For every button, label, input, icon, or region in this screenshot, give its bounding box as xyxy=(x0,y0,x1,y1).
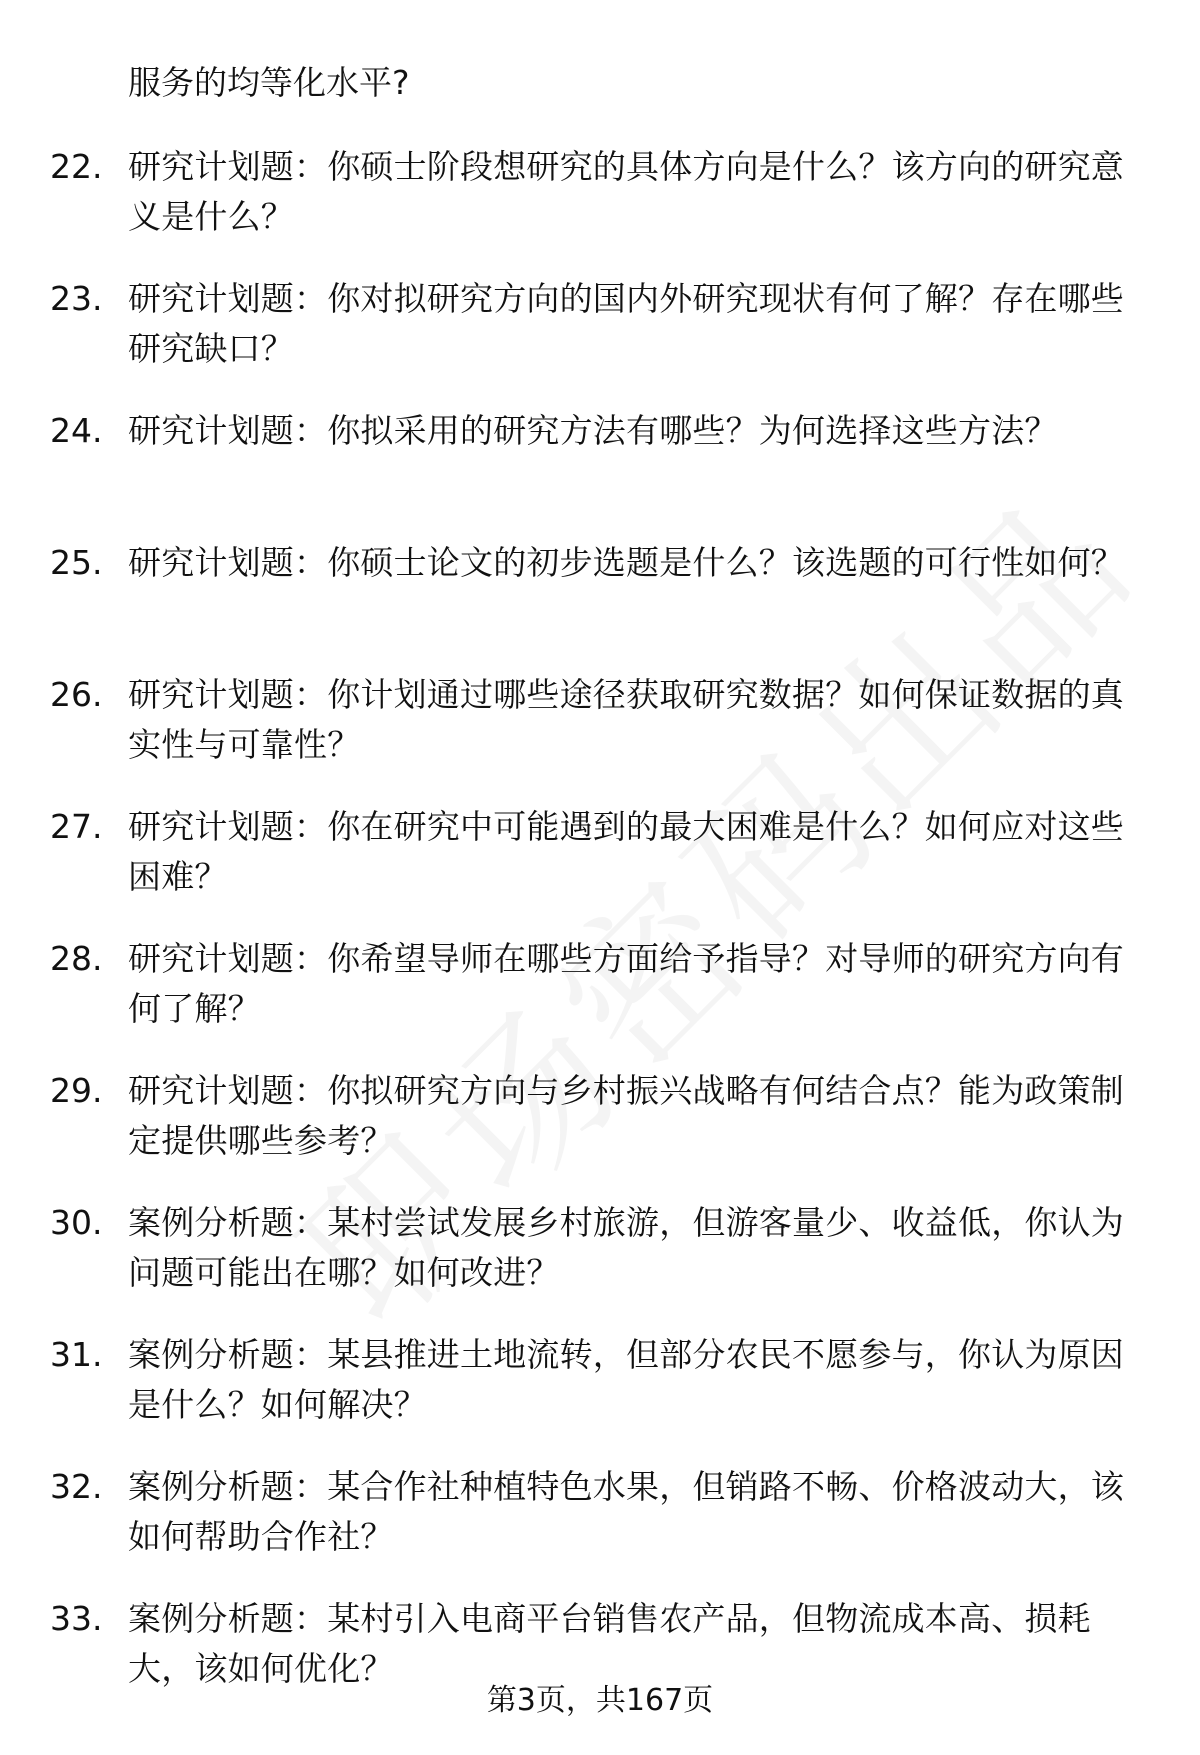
question-number: 27. xyxy=(50,807,103,846)
question-text: 研究计划题：你硕士阶段想研究的具体方向是什么？该方向的研究意义是什么？ xyxy=(128,147,1124,236)
question-number: 25. xyxy=(50,543,103,582)
question-item-24 xyxy=(0,406,1200,538)
question-number: 31. xyxy=(50,1335,103,1374)
question-item-27 xyxy=(0,802,1200,934)
question-number: 22. xyxy=(50,147,103,186)
question-text: 研究计划题：你计划通过哪些途径获取研究数据？如何保证数据的真实性与可靠性？ xyxy=(128,675,1124,764)
question-item-31 xyxy=(0,1330,1200,1462)
question-item-30 xyxy=(0,1198,1200,1330)
question-item-25 xyxy=(0,538,1200,670)
question-item-26 xyxy=(0,670,1200,802)
question-text: 案例分析题：某村引入电商平台销售农产品，但物流成本高、损耗大，该如何优化？ xyxy=(128,1599,1091,1688)
question-text: 研究计划题：你在研究中可能遇到的最大困难是什么？如何应对这些困难？ xyxy=(128,807,1124,896)
question-list xyxy=(0,142,1200,1726)
question-number: 30. xyxy=(50,1203,103,1242)
continuation-text: 服务的均等化水平? xyxy=(128,63,410,102)
question-number: 33. xyxy=(50,1599,103,1638)
question-item-32 xyxy=(0,1462,1200,1594)
question-text: 研究计划题：你对拟研究方向的国内外研究现状有何了解？存在哪些研究缺口？ xyxy=(128,279,1124,368)
question-text: 研究计划题：你拟采用的研究方法有哪些？为何选择这些方法？ xyxy=(128,411,1058,450)
question-text: 研究计划题：你硕士论文的初步选题是什么？该选题的可行性如何？ xyxy=(128,543,1124,582)
question-text: 案例分析题：某县推进土地流转，但部分农民不愿参与，你认为原因是什么？如何解决？ xyxy=(128,1335,1124,1424)
question-number: 28. xyxy=(50,939,103,978)
question-number: 26. xyxy=(50,675,103,714)
question-text: 研究计划题：你希望导师在哪些方面给予指导？对导师的研究方向有何了解？ xyxy=(128,939,1124,1028)
page-footer: 第3页，共167页 xyxy=(486,1683,714,1718)
question-text: 研究计划题：你拟研究方向与乡村振兴战略有何结合点？能为政策制定提供哪些参考？ xyxy=(128,1071,1124,1160)
question-number: 23. xyxy=(50,279,103,318)
question-number: 32. xyxy=(50,1467,103,1506)
question-item-29 xyxy=(0,1066,1200,1198)
question-text: 案例分析题：某村尝试发展乡村旅游，但游客量少、收益低，你认为问题可能出在哪？如何改进？ xyxy=(128,1203,1124,1292)
question-item-23 xyxy=(0,274,1200,406)
question-item-22 xyxy=(0,142,1200,274)
question-number: 24. xyxy=(50,411,103,450)
question-text: 案例分析题：某合作社种植特色水果，但销路不畅、价格波动大，该如何帮助合作社？ xyxy=(128,1467,1124,1556)
question-number: 29. xyxy=(50,1071,103,1110)
question-item-28 xyxy=(0,934,1200,1066)
